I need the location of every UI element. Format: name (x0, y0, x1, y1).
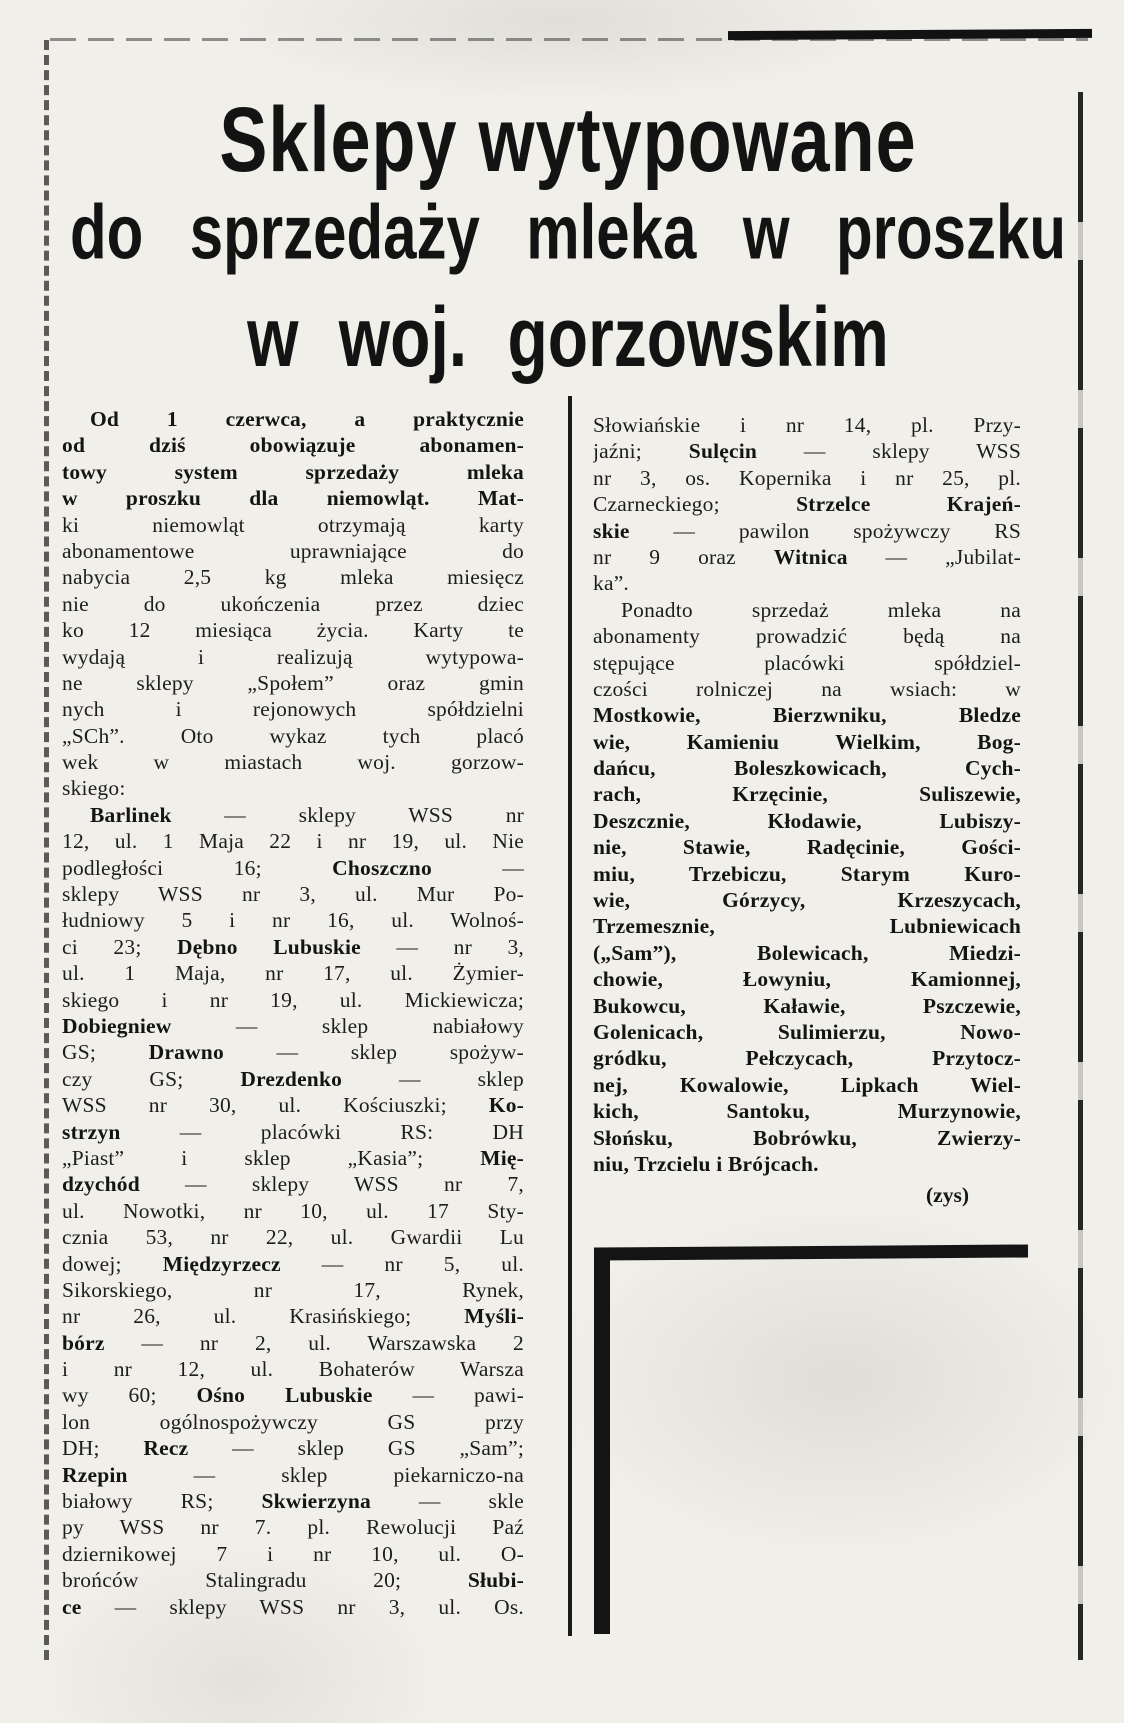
paragraph (593, 412, 1021, 597)
headline-line-1: Sklepy wytypowane (219, 89, 917, 192)
text-line: sklepy WSS nr 3, ul. Mur Po- (62, 882, 524, 907)
text-line: Trzemesznie, Lubniewicach (593, 914, 1021, 939)
text-line: „Piast” i sklep „Kasia”; Mię- (62, 1145, 524, 1170)
text-line: Barlinek — sklepy WSS nr (90, 802, 524, 827)
text-line: dowej; Międzyrzecz — nr 5, ul. (62, 1251, 524, 1276)
text-line: stępujące placówki spółdziel- (593, 650, 1021, 675)
text-line: dziernikowej 7 i nr 10, ul. O- (62, 1541, 524, 1566)
column-left (62, 406, 524, 1620)
text-line: ne sklepy „Społem” oraz gmin (62, 670, 524, 695)
headline-line-3: w woj. gorzowskim (247, 289, 889, 384)
text-line: WSS nr 30, ul. Kościuszki; Ko- (62, 1093, 524, 1118)
text-line: Bukowcu, Kaławie, Pszczewie, (593, 993, 1021, 1018)
text-line: miu, Trzebiczu, Starym Kuro- (593, 861, 1021, 886)
text-line: niu, Trzcielu i Brójcach. (593, 1151, 819, 1176)
text-line: Słońsku, Bobrówku, Zwierzy- (593, 1125, 1021, 1150)
text-line: jaźni; Sulęcin — sklepy WSS (593, 439, 1021, 464)
text-line: od dziś obowiązuje abonamen- (62, 433, 524, 458)
text-line: rach, Krzęcinie, Suliszewie, (593, 782, 1021, 807)
text-line: chowie, Łowyniu, Kamionnej, (593, 967, 1021, 992)
text-line: ka”. (593, 571, 630, 596)
text-line: w proszku dla niemowląt. Mat- (62, 486, 524, 511)
text-line: py WSS nr 7. pl. Rewolucji Paź (62, 1515, 524, 1540)
text-line: ki niemowląt otrzymają karty (62, 512, 524, 537)
text-line: Ponadto sprzedaż mleka na (621, 597, 1021, 622)
clipping-left-border (44, 40, 49, 1660)
text-line: Sikorskiego, nr 17, Rynek, (62, 1277, 524, 1302)
text-line: wie, Górzycy, Krzeszycach, (593, 888, 1021, 913)
text-line: 12, ul. 1 Maja 22 i nr 19, ul. Nie (62, 829, 524, 854)
text-line: ce — sklepy WSS nr 3, ul. Os. (62, 1594, 524, 1619)
text-line: nie do ukończenia przez dziec (62, 591, 524, 616)
paragraph (593, 597, 1021, 1178)
text-line: cznia 53, nr 22, ul. Gwardii Lu (62, 1225, 524, 1250)
text-line: wek w miastach woj. gorzow- (62, 750, 524, 775)
headline-line-2: do sprzedaży mleka w proszku (70, 189, 1066, 276)
text-line: skie — pawilon spożywczy RS (593, 518, 1021, 543)
column-right (593, 412, 1021, 1177)
text-line: gródku, Pełczycach, Przytocz- (593, 1046, 1021, 1071)
text-line: podległości 16; Choszczno — (62, 855, 524, 880)
text-line: abonamenty prowadzić będą na (593, 624, 1021, 649)
text-line: DH; Recz — sklep GS „Sam”; (62, 1436, 524, 1461)
paragraph (62, 406, 524, 802)
text-line: nr 3, os. Kopernika i nr 25, pl. (593, 465, 1021, 490)
text-line: skiego i nr 19, ul. Mickiewicza; (62, 987, 524, 1012)
text-line: nie, Stawie, Radęcinie, Gości- (593, 835, 1021, 860)
text-line: ci 23; Dębno Lubuskie — nr 3, (62, 934, 524, 959)
text-line: bórz — nr 2, ul. Warszawska 2 (62, 1330, 524, 1355)
text-line: („Sam”), Bolewicach, Miedzi- (593, 940, 1021, 965)
text-line: czy GS; Drezdenko — sklep (62, 1066, 524, 1091)
text-line: nych i rejonowych spółdzielni (62, 697, 524, 722)
text-line: Rzepin — sklep piekarniczo-na (62, 1462, 524, 1487)
text-line: nr 26, ul. Krasińskiego; Myśli- (62, 1304, 524, 1329)
text-line: dzychód — sklepy WSS nr 7, (62, 1172, 524, 1197)
adjacent-frame-vertical-rule (594, 1252, 610, 1634)
text-line: Dobiegniew — sklep nabiałowy (62, 1013, 524, 1038)
text-line: „SCh”. Oto wykaz tych placó (62, 723, 524, 748)
text-line: abonamentowe uprawniające do (62, 538, 524, 563)
author-signature: (zys) (926, 1183, 969, 1207)
text-line: białowy RS; Skwierzyna — skle (62, 1489, 524, 1514)
text-line: ko 12 miesiąca życia. Karty te (62, 618, 524, 643)
text-line: nej, Kowalowie, Lipkach Wiel- (593, 1072, 1021, 1097)
text-line: nr 9 oraz Witnica — „Jubilat- (593, 544, 1021, 569)
text-line: nabycia 2,5 kg mleka miesięcz (62, 565, 524, 590)
text-line: Deszcznie, Kłodawie, Lubiszy- (593, 808, 1021, 833)
text-line: lon ogólnospożywczy GS przy (62, 1409, 524, 1434)
text-line: Golenicach, Sulimierzu, Nowo- (593, 1019, 1021, 1044)
text-line: strzyn — placówki RS: DH (62, 1119, 524, 1144)
text-line: skiego: (62, 776, 126, 801)
column-divider-rule (568, 396, 572, 1636)
text-line: GS; Drawno — sklep spożyw- (62, 1040, 524, 1065)
text-line: wydają i realizują wytypowa- (62, 644, 524, 669)
paragraph (62, 802, 524, 1620)
text-line: i nr 12, ul. Bohaterów Warsza (62, 1357, 524, 1382)
text-line: ul. 1 Maja, nr 17, ul. Żymier- (62, 961, 524, 986)
text-line: Mostkowie, Bierzwniku, Bledze (593, 703, 1021, 728)
text-line: czości rolniczej na wsiach: w (593, 676, 1021, 701)
adjacent-frame-horizontal-rule (594, 1244, 1028, 1260)
text-line: kich, Santoku, Murzynowie, (593, 1099, 1021, 1124)
text-line: Od 1 czerwca, a praktycznie (90, 407, 524, 431)
text-line: brońców Stalingradu 20; Słubi- (62, 1568, 524, 1593)
text-line: ul. Nowotki, nr 10, ul. 17 Sty- (62, 1198, 524, 1223)
text-line: wie, Kamieniu Wielkim, Bog- (593, 729, 1021, 754)
text-line: wy 60; Ośno Lubuskie — pawi- (62, 1383, 524, 1408)
text-line: dańcu, Boleszkowicach, Cych- (593, 756, 1021, 781)
text-line: Czarneckiego; Strzelce Krajeń- (593, 492, 1021, 517)
text-line: łudniowy 5 i nr 16, ul. Wolnoś- (62, 908, 524, 933)
text-line: Słowiańskie i nr 14, pl. Przy- (593, 413, 1021, 437)
text-line: towy system sprzedaży mleka (62, 459, 524, 484)
